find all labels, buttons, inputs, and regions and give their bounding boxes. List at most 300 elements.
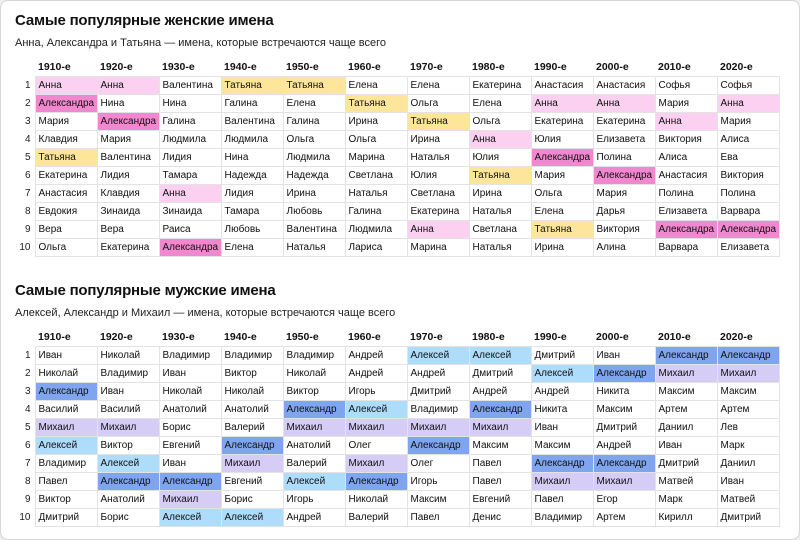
name-cell: Дмитрий [469, 365, 531, 383]
name-cell: Артем [593, 509, 655, 527]
name-cell: Софья [655, 77, 717, 95]
rank-header [15, 328, 35, 347]
name-cell: Виктор [35, 491, 97, 509]
name-cell: Александр [531, 455, 593, 473]
decade-header: 1950-е [286, 61, 319, 73]
name-cell: Алексей [97, 455, 159, 473]
name-cell: Ирина [407, 131, 469, 149]
name-cell: Людмила [221, 131, 283, 149]
name-cell: Вера [35, 221, 97, 239]
decade-header: 1990-е [534, 61, 567, 73]
rank-number: 10 [19, 242, 31, 253]
name-cell: Софья [717, 77, 779, 95]
name-cell: Алексей [531, 365, 593, 383]
name-cell: Евгений [221, 473, 283, 491]
name-cell: Ольга [469, 113, 531, 131]
decade-header: 2010-е [658, 331, 691, 343]
rank-number: 1 [24, 80, 31, 91]
name-cell: Людмила [159, 131, 221, 149]
name-cell: Анна [469, 131, 531, 149]
name-cell: Тамара [159, 167, 221, 185]
name-cell: Татьяна [407, 113, 469, 131]
decade-header: 2020-е [720, 61, 753, 73]
name-cell: Екатерина [35, 167, 97, 185]
table-row [15, 383, 779, 401]
name-cell: Андрей [345, 347, 407, 365]
name-cell: Иван [655, 437, 717, 455]
name-cell: Ольга [407, 95, 469, 113]
table-row [15, 221, 779, 239]
name-cell: Матвей [655, 473, 717, 491]
name-cell: Анастасия [655, 167, 717, 185]
name-cell: Нина [159, 95, 221, 113]
table-row [15, 185, 779, 203]
name-cell: Алексей [469, 347, 531, 365]
name-cell: Зинаида [97, 203, 159, 221]
name-cell: Лидия [221, 185, 283, 203]
table-row [15, 113, 779, 131]
name-cell: Павел [531, 491, 593, 509]
name-cell: Игорь [407, 473, 469, 491]
name-cell: Владимир [407, 401, 469, 419]
name-cell: Мария [593, 185, 655, 203]
name-cell: Лариса [345, 239, 407, 257]
name-cell: Михаил [407, 419, 469, 437]
decade-header: 1910-е [38, 61, 71, 73]
rank-number: 7 [24, 188, 31, 199]
name-cell: Полина [593, 149, 655, 167]
female-header-row [15, 58, 779, 77]
name-cell: Алексей [283, 473, 345, 491]
name-cell: Варвара [655, 239, 717, 257]
name-cell: Елена [221, 239, 283, 257]
name-cell: Елена [283, 95, 345, 113]
rank-number: 9 [24, 224, 31, 235]
name-cell: Максим [717, 383, 779, 401]
name-cell: Полина [717, 185, 779, 203]
name-cell: Наталья [345, 185, 407, 203]
name-cell: Александр [469, 401, 531, 419]
name-cell: Ольга [345, 131, 407, 149]
name-cell: Надежда [221, 167, 283, 185]
name-cell: Ева [717, 149, 779, 167]
name-cell: Екатерина [593, 113, 655, 131]
name-cell: Анна [97, 77, 159, 95]
male-section-subtitle: Алексей, Александр и Михаил — имена, которые встречаются чаще всего [15, 307, 396, 319]
name-cell: Игорь [283, 491, 345, 509]
name-cell: Владимир [221, 347, 283, 365]
name-cell: Николай [221, 383, 283, 401]
female-names-table [15, 58, 780, 257]
name-cell: Александра [35, 95, 97, 113]
name-cell: Михаил [159, 491, 221, 509]
rank-number: 8 [24, 476, 31, 487]
name-cell: Александр [345, 473, 407, 491]
name-cell: Дмитрий [407, 383, 469, 401]
name-cell: Дмитрий [717, 509, 779, 527]
decade-header: 1940-е [224, 61, 257, 73]
name-cell: Анатолий [283, 437, 345, 455]
name-cell: Елена [407, 77, 469, 95]
decade-header: 1920-е [100, 331, 133, 343]
name-cell: Любовь [283, 203, 345, 221]
rank-number: 3 [24, 116, 31, 127]
name-cell: Виктор [283, 383, 345, 401]
table-row [15, 509, 779, 527]
name-cell: Александр [407, 437, 469, 455]
male-names-table [15, 328, 780, 527]
name-cell: Артем [717, 401, 779, 419]
name-cell: Андрей [593, 437, 655, 455]
name-cell: Мария [35, 113, 97, 131]
rank-number: 6 [24, 170, 31, 181]
name-cell: Алина [593, 239, 655, 257]
table-row [15, 473, 779, 491]
name-cell: Вера [97, 221, 159, 239]
name-cell: Зинаида [159, 203, 221, 221]
rank-number: 7 [24, 458, 31, 469]
name-cell: Елизавета [593, 131, 655, 149]
table-row [15, 347, 779, 365]
name-cell: Светлана [469, 221, 531, 239]
name-cell: Анна [717, 95, 779, 113]
name-cell: Любовь [221, 221, 283, 239]
name-cell: Алексей [407, 347, 469, 365]
name-cell: Анна [531, 95, 593, 113]
name-cell: Анатолий [221, 401, 283, 419]
name-cell: Юлия [469, 149, 531, 167]
name-cell: Александра [97, 113, 159, 131]
rank-number: 10 [19, 512, 31, 523]
name-cell: Никита [531, 401, 593, 419]
name-cell: Владимир [159, 347, 221, 365]
name-cell: Ольга [35, 239, 97, 257]
name-cell: Елена [469, 95, 531, 113]
decade-header: 1970-е [410, 61, 443, 73]
name-cell: Валерий [283, 455, 345, 473]
rank-number: 1 [24, 350, 31, 361]
table-row [15, 149, 779, 167]
name-cell: Максим [407, 491, 469, 509]
name-cell: Егор [593, 491, 655, 509]
decade-header: 1920-е [100, 61, 133, 73]
name-cell: Иван [531, 419, 593, 437]
female-section-subtitle: Анна, Александра и Татьяна — имена, которые встречаются чаще всего [15, 37, 387, 49]
name-cell: Анастасия [35, 185, 97, 203]
name-cell: Александр [97, 473, 159, 491]
name-cell: Валентина [159, 77, 221, 95]
decade-header: 1910-е [38, 331, 71, 343]
name-cell: Михаил [345, 455, 407, 473]
name-cell: Михаил [531, 473, 593, 491]
name-cell: Никита [593, 383, 655, 401]
name-cell: Михаил [283, 419, 345, 437]
decade-header: 2000-е [596, 331, 629, 343]
name-cell: Анатолий [159, 401, 221, 419]
name-cell: Анастасия [593, 77, 655, 95]
name-cell: Клавдия [35, 131, 97, 149]
name-cell: Максим [469, 437, 531, 455]
name-cell: Надежда [283, 167, 345, 185]
name-cell: Виктория [717, 167, 779, 185]
name-cell: Галина [345, 203, 407, 221]
name-cell: Ирина [469, 185, 531, 203]
name-cell: Андрей [283, 509, 345, 527]
name-cell: Александр [283, 401, 345, 419]
name-cell: Артем [655, 401, 717, 419]
name-cell: Иван [97, 383, 159, 401]
name-cell: Наталья [283, 239, 345, 257]
name-cell: Евгений [469, 491, 531, 509]
table-row [15, 131, 779, 149]
name-cell: Елизавета [717, 239, 779, 257]
name-cell: Татьяна [221, 77, 283, 95]
name-cell: Елена [345, 77, 407, 95]
name-cell: Людмила [283, 149, 345, 167]
name-cell: Наталья [469, 239, 531, 257]
name-cell: Валерий [221, 419, 283, 437]
name-cell: Александра [531, 149, 593, 167]
name-cell: Михаил [655, 365, 717, 383]
decade-header: 1990-е [534, 331, 567, 343]
decade-header: 2020-е [720, 331, 753, 343]
table-row [15, 77, 779, 95]
name-cell: Екатерина [469, 77, 531, 95]
name-cell: Михаил [717, 365, 779, 383]
name-cell: Юлия [407, 167, 469, 185]
name-cell: Ирина [283, 185, 345, 203]
name-cell: Павел [469, 455, 531, 473]
name-cell: Александр [593, 365, 655, 383]
name-cell: Михаил [345, 419, 407, 437]
name-cell: Андрей [345, 365, 407, 383]
name-cell: Дмитрий [35, 509, 97, 527]
name-cell: Иван [717, 473, 779, 491]
rank-number: 5 [24, 152, 31, 163]
name-cell: Галина [159, 113, 221, 131]
name-cell: Екатерина [531, 113, 593, 131]
name-cell: Валентина [97, 149, 159, 167]
decade-header: 1970-е [410, 331, 443, 343]
rank-number: 2 [24, 368, 31, 379]
name-cell: Екатерина [97, 239, 159, 257]
name-cell: Павел [469, 473, 531, 491]
name-cell: Мария [97, 131, 159, 149]
rank-number: 8 [24, 206, 31, 217]
name-cell: Мария [717, 113, 779, 131]
decade-header: 1980-е [472, 331, 505, 343]
name-cell: Марина [407, 239, 469, 257]
table-row [15, 95, 779, 113]
name-cell: Галина [283, 113, 345, 131]
name-cell: Евдокия [35, 203, 97, 221]
name-cell: Ольга [283, 131, 345, 149]
name-cell: Андрей [469, 383, 531, 401]
rank-number: 5 [24, 422, 31, 433]
name-cell: Татьяна [345, 95, 407, 113]
name-cell: Владимир [97, 365, 159, 383]
male-names-section [15, 279, 785, 527]
rank-number: 6 [24, 440, 31, 451]
decade-header: 1930-е [162, 331, 195, 343]
name-cell: Михаил [97, 419, 159, 437]
name-cell: Иван [35, 347, 97, 365]
decade-header: 1940-е [224, 331, 257, 343]
name-cell: Александра [593, 167, 655, 185]
name-cell: Нина [221, 149, 283, 167]
name-cell: Александр [593, 455, 655, 473]
name-cell: Олег [407, 455, 469, 473]
name-cell: Марк [655, 491, 717, 509]
name-cell: Павел [35, 473, 97, 491]
name-cell: Игорь [345, 383, 407, 401]
name-cell: Евгений [159, 437, 221, 455]
name-cell: Владимир [283, 347, 345, 365]
name-cell: Максим [531, 437, 593, 455]
name-cell: Александр [35, 383, 97, 401]
rank-number: 9 [24, 494, 31, 505]
name-cell: Наталья [407, 149, 469, 167]
name-cell: Олег [345, 437, 407, 455]
name-cell: Ольга [531, 185, 593, 203]
male-header-row [15, 328, 779, 347]
decade-header: 2010-е [658, 61, 691, 73]
decade-header: 1980-е [472, 61, 505, 73]
name-cell: Владимир [35, 455, 97, 473]
name-cell: Михаил [221, 455, 283, 473]
table-row [15, 491, 779, 509]
rank-header [15, 58, 35, 77]
table-row [15, 437, 779, 455]
table-row [15, 401, 779, 419]
name-cell: Марина [345, 149, 407, 167]
name-cell: Дмитрий [655, 455, 717, 473]
name-cell: Екатерина [407, 203, 469, 221]
name-cell: Матвей [717, 491, 779, 509]
name-cell: Василий [35, 401, 97, 419]
name-cell: Дмитрий [593, 419, 655, 437]
name-cell: Наталья [469, 203, 531, 221]
name-cell: Алексей [345, 401, 407, 419]
table-row [15, 167, 779, 185]
name-cell: Мария [655, 95, 717, 113]
name-cell: Павел [407, 509, 469, 527]
name-cell: Светлана [345, 167, 407, 185]
name-cell: Виктор [221, 365, 283, 383]
name-cell: Иван [593, 347, 655, 365]
name-cell: Александр [717, 347, 779, 365]
name-cell: Виктор [97, 437, 159, 455]
name-cell: Василий [97, 401, 159, 419]
name-cell: Тамара [221, 203, 283, 221]
name-cell: Иван [159, 455, 221, 473]
name-cell: Максим [593, 401, 655, 419]
name-cell: Светлана [407, 185, 469, 203]
name-cell: Николай [97, 347, 159, 365]
decade-header: 1950-е [286, 331, 319, 343]
name-cell: Анатолий [97, 491, 159, 509]
name-cell: Борис [221, 491, 283, 509]
name-cell: Даниил [655, 419, 717, 437]
name-cell: Николай [35, 365, 97, 383]
name-cell: Татьяна [531, 221, 593, 239]
name-cell: Ирина [345, 113, 407, 131]
name-cell: Михаил [469, 419, 531, 437]
name-cell: Лидия [97, 167, 159, 185]
name-cell: Дмитрий [531, 347, 593, 365]
name-cell: Михаил [35, 419, 97, 437]
name-cell: Полина [655, 185, 717, 203]
name-cell: Николай [345, 491, 407, 509]
name-cell: Ирина [531, 239, 593, 257]
table-row [15, 365, 779, 383]
decade-header: 1930-е [162, 61, 195, 73]
male-section-title: Самые популярные мужские имена [15, 282, 276, 299]
name-cell: Николай [159, 383, 221, 401]
decade-header: 1960-е [348, 331, 381, 343]
name-cell: Алиса [717, 131, 779, 149]
female-section-title: Самые популярные женские имена [15, 12, 274, 29]
rank-number: 3 [24, 386, 31, 397]
name-cell: Кирилл [655, 509, 717, 527]
name-cell: Александра [717, 221, 779, 239]
name-cell: Мария [531, 167, 593, 185]
name-cell: Александр [159, 473, 221, 491]
name-cell: Андрей [531, 383, 593, 401]
name-cell: Владимир [531, 509, 593, 527]
female-names-section [15, 9, 785, 257]
rank-number: 4 [24, 404, 31, 415]
decade-header: 2000-е [596, 61, 629, 73]
name-cell: Нина [97, 95, 159, 113]
name-cell: Раиса [159, 221, 221, 239]
name-cell: Иван [159, 365, 221, 383]
name-cell: Анна [655, 113, 717, 131]
name-cell: Александра [159, 239, 221, 257]
name-cell: Даниил [717, 455, 779, 473]
table-row [15, 419, 779, 437]
rank-number: 2 [24, 98, 31, 109]
name-cell: Анна [159, 185, 221, 203]
name-cell: Елена [531, 203, 593, 221]
name-cell: Борис [97, 509, 159, 527]
name-cell: Николай [283, 365, 345, 383]
table-row [15, 203, 779, 221]
name-cell: Валентина [221, 113, 283, 131]
name-cell: Максим [655, 383, 717, 401]
name-cell: Виктория [655, 131, 717, 149]
name-cell: Алексей [35, 437, 97, 455]
name-cell: Варвара [717, 203, 779, 221]
name-cell: Анна [35, 77, 97, 95]
name-cell: Людмила [345, 221, 407, 239]
name-cell: Клавдия [97, 185, 159, 203]
name-cell: Лев [717, 419, 779, 437]
name-cell: Анна [593, 95, 655, 113]
name-cell: Татьяна [35, 149, 97, 167]
name-cell: Валентина [283, 221, 345, 239]
name-cell: Денис [469, 509, 531, 527]
name-cell: Андрей [407, 365, 469, 383]
name-cell: Александра [655, 221, 717, 239]
name-cell: Татьяна [283, 77, 345, 95]
table-row [15, 239, 779, 257]
name-cell: Александр [655, 347, 717, 365]
table-row [15, 455, 779, 473]
name-cell: Анастасия [531, 77, 593, 95]
name-cell: Алексей [221, 509, 283, 527]
name-cell: Виктория [593, 221, 655, 239]
